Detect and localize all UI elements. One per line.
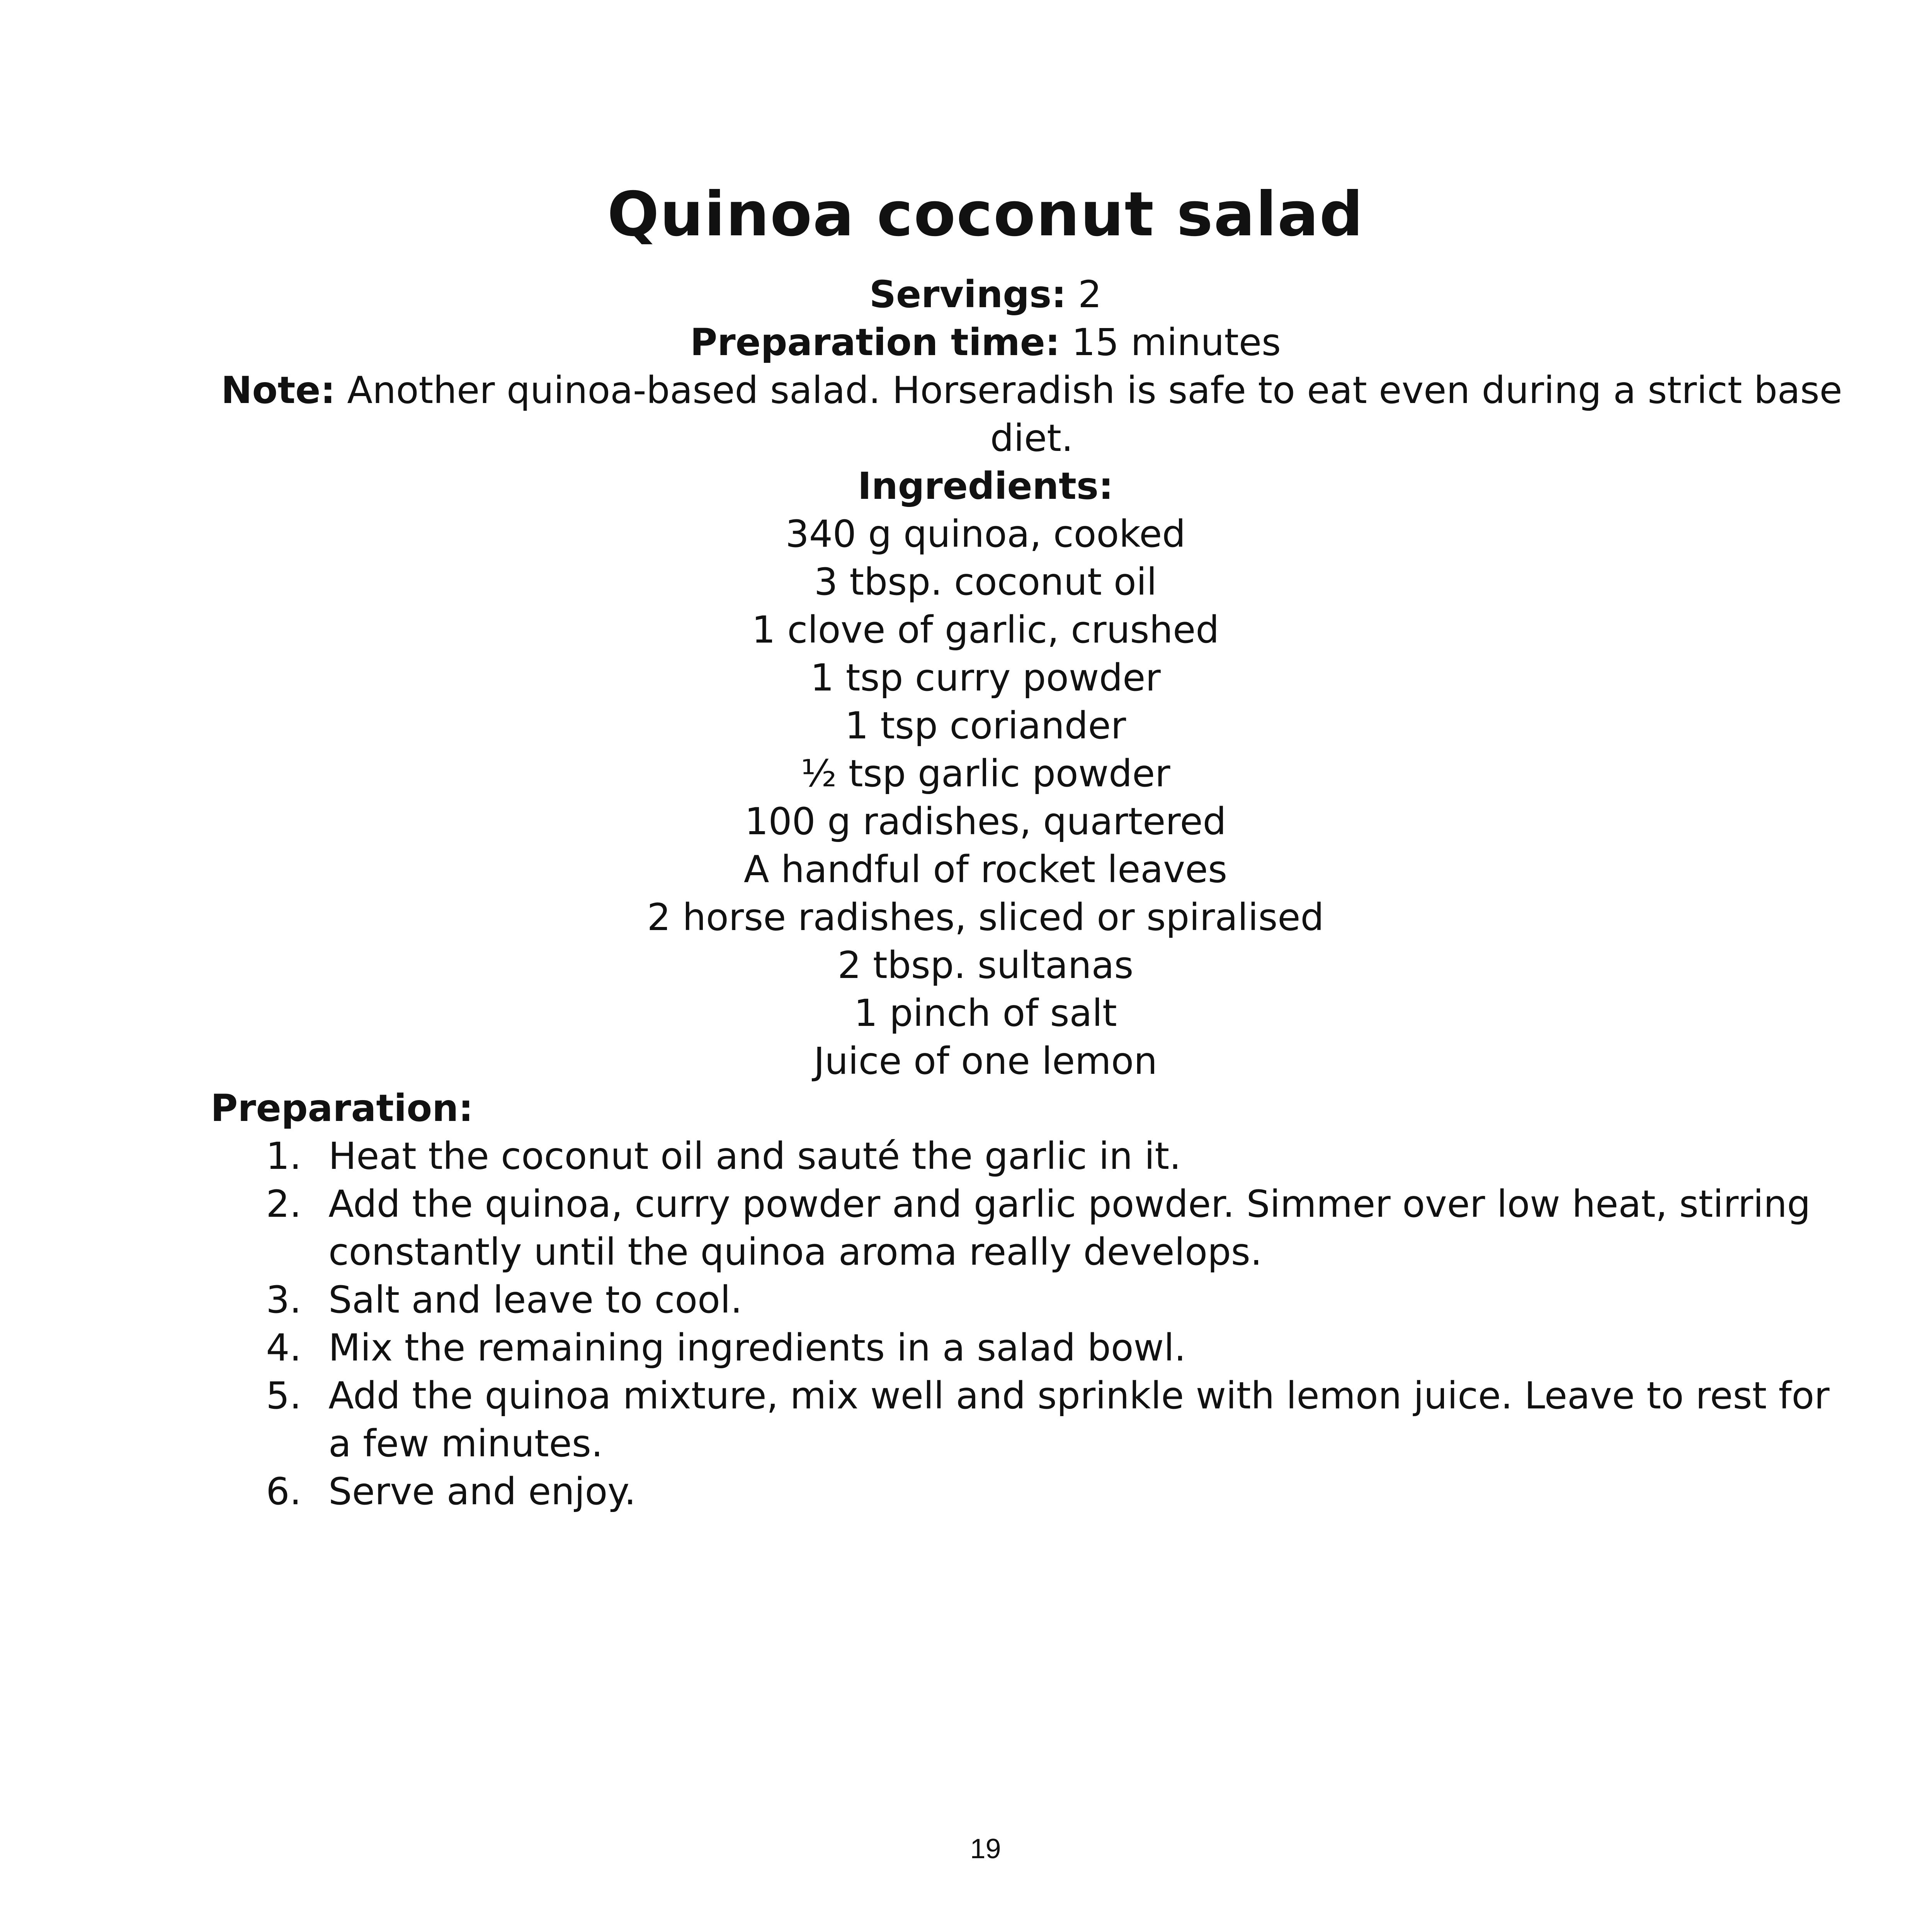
step-item — [211, 1180, 1853, 1276]
ingredient-item: 1 clove of garlic, crushed — [752, 608, 1219, 651]
step-text: Add the quinoa mixture, mix well and sprinkle with lemon juice. Leave to rest for a few minutes. — [328, 1374, 1830, 1465]
step-number: 5. — [266, 1374, 301, 1417]
servings-line — [0, 270, 1932, 318]
step-item — [211, 1324, 1853, 1372]
note-label: Note: — [221, 369, 335, 412]
preparation-steps — [211, 1132, 1853, 1515]
ingredient-item: ½ tsp garlic powder — [801, 752, 1170, 795]
ingredient-item: 3 tbsp. coconut oil — [814, 560, 1157, 604]
servings-value: 2 — [1078, 273, 1102, 316]
note-line — [216, 366, 1847, 462]
ingredient-item: 340 g quinoa, cooked — [785, 512, 1186, 556]
ingredient-item: 2 tbsp. sultanas — [837, 944, 1134, 987]
step-item — [211, 1276, 1853, 1324]
step-number: 3. — [266, 1278, 301, 1321]
step-number: 4. — [266, 1326, 301, 1369]
ingredients-section — [0, 462, 1932, 1085]
ingredient-item: 100 g radishes, quartered — [745, 800, 1226, 843]
ingredient-item: 2 horse radishes, sliced or spiralised — [647, 896, 1324, 939]
step-item — [211, 1132, 1853, 1180]
step-text: Salt and leave to cool. — [328, 1278, 742, 1321]
step-text: Heat the coconut oil and sauté the garlic in it. — [328, 1134, 1181, 1178]
prep-time-label: Preparation time: — [690, 321, 1060, 364]
prep-time-value: 15 minutes — [1071, 321, 1281, 364]
ingredient-item: A handful of rocket leaves — [743, 848, 1228, 891]
step-text: Mix the remaining ingredients in a salad bowl. — [328, 1326, 1186, 1369]
servings-label: Servings: — [869, 273, 1066, 316]
recipe-title: Quinoa coconut salad — [607, 179, 1364, 250]
prep-time-line — [0, 318, 1932, 366]
ingredient-item: Juice of one lemon — [813, 1039, 1158, 1083]
ingredients-list — [0, 510, 1932, 1085]
ingredients-heading: Ingredients: — [857, 464, 1114, 508]
ingredient-item: 1 tsp coriander — [845, 704, 1126, 747]
step-number: 6. — [266, 1470, 301, 1513]
note-text: Another quinoa-based salad. Horseradish is safe to eat even during a strict base diet. — [347, 369, 1842, 460]
ingredient-item: 1 tsp curry powder — [810, 656, 1161, 699]
page-number: 19 — [970, 1833, 1001, 1864]
preparation-heading: Preparation: — [211, 1087, 473, 1130]
ingredient-item: 1 pinch of salt — [854, 992, 1117, 1035]
step-item — [211, 1468, 1853, 1515]
step-number: 1. — [266, 1134, 301, 1178]
step-item — [211, 1372, 1853, 1468]
step-text: Add the quinoa, curry powder and garlic powder. Simmer over low heat, stirring constantly until the quinoa aroma really develops. — [328, 1182, 1811, 1274]
step-number: 2. — [266, 1182, 301, 1226]
step-text: Serve and enjoy. — [328, 1470, 636, 1513]
recipe-note — [216, 366, 1847, 462]
recipe-meta — [0, 270, 1932, 366]
